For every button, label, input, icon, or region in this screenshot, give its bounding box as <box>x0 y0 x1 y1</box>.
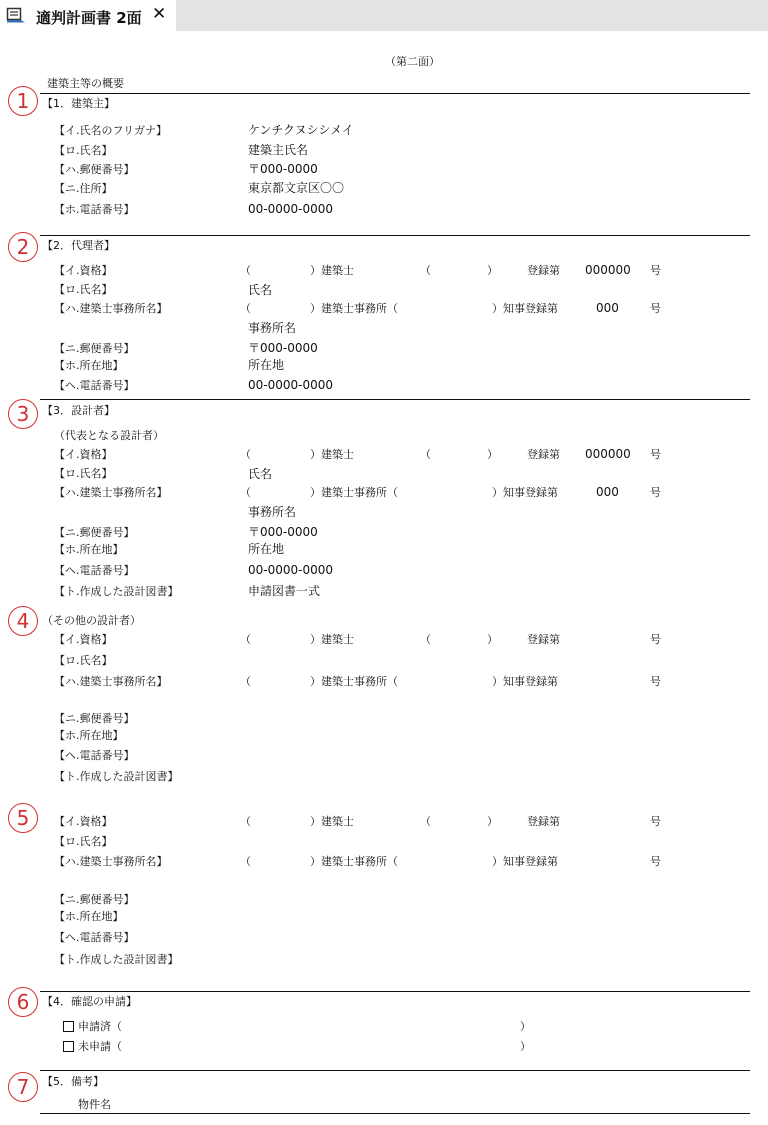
section-rule <box>40 991 750 992</box>
office-number: 000 <box>596 485 619 499</box>
field-label: 【ヘ.電話番号】 <box>54 564 135 577</box>
checkbox-not-applied[interactable] <box>63 1041 74 1052</box>
page-label: （第二面） <box>385 55 440 68</box>
marker-4: 4 <box>8 606 38 636</box>
reg-label: 登録第 <box>527 633 560 646</box>
section-title-owner: 【1．建築主】 <box>42 97 115 110</box>
field-label: 【イ.資格】 <box>54 815 113 828</box>
paren-text: ）知事登録第 <box>492 302 558 315</box>
paren-text: ）建築士 <box>310 264 354 277</box>
office-number: 000 <box>596 301 619 315</box>
field-label: 【ホ.所在地】 <box>54 543 124 556</box>
marker-2: 2 <box>8 232 38 262</box>
field-label: 【ホ.所在地】 <box>54 910 124 923</box>
field-value: 00-0000-0000 <box>248 563 334 577</box>
marker-3: 3 <box>8 399 38 429</box>
marker-5: 5 <box>8 803 38 833</box>
option-label: 申請済（ <box>78 1020 122 1033</box>
section-title-application: 【4．確認の申請】 <box>42 995 137 1008</box>
field-label: 【ニ.郵便番号】 <box>54 712 135 725</box>
section-rule <box>40 1070 750 1071</box>
field-label: 【ト.作成した設計図書】 <box>54 770 179 783</box>
paren: （ <box>240 675 251 688</box>
paren: ） <box>487 264 498 277</box>
field-value: 所在地 <box>248 542 285 556</box>
field-value: 00-0000-0000 <box>248 378 334 392</box>
close-icon[interactable]: ✕ <box>152 4 167 24</box>
field-value: 00-0000-0000 <box>248 202 334 216</box>
paren-text: ）建築士事務所（ <box>310 675 398 688</box>
paren-text: ）建築士事務所（ <box>310 486 398 499</box>
paren: （ <box>420 633 431 646</box>
marker-7: 7 <box>8 1072 38 1102</box>
field-label: 【ニ.郵便番号】 <box>54 893 135 906</box>
subtitle: （代表となる設計者） <box>54 429 164 442</box>
paren: （ <box>420 815 431 828</box>
field-label: 【イ.資格】 <box>54 264 113 277</box>
marker-1: 1 <box>8 86 38 116</box>
paren-text: ）知事登録第 <box>492 675 558 688</box>
field-value: 申請図書一式 <box>248 584 321 598</box>
paren: （ <box>240 486 251 499</box>
paren: ） <box>487 815 498 828</box>
field-label: 【ロ.氏名】 <box>54 283 113 296</box>
field-label: 【イ.資格】 <box>54 448 113 461</box>
field-label: 【ヘ.電話番号】 <box>54 931 135 944</box>
field-label: 【ニ.住所】 <box>54 182 113 195</box>
paren-text: ）建築士 <box>310 448 354 461</box>
paren: （ <box>420 448 431 461</box>
section-rule <box>40 1113 750 1114</box>
field-value: 所在地 <box>248 358 285 372</box>
go-label: 号 <box>650 855 661 868</box>
paren-text: ）建築士 <box>310 633 354 646</box>
field-value: ケンチクヌシシメイ <box>248 123 354 137</box>
paren-text: ）知事登録第 <box>492 486 558 499</box>
paren-text: ）建築士事務所（ <box>310 855 398 868</box>
field-label: 【ニ.郵便番号】 <box>54 342 135 355</box>
paren: （ <box>420 264 431 277</box>
field-label: 【イ.資格】 <box>54 633 113 646</box>
field-label: 【ハ.建築士事務所名】 <box>54 486 168 499</box>
field-label: 【ハ.建築士事務所名】 <box>54 675 168 688</box>
paren: （ <box>240 302 251 315</box>
field-label: 【ホ.所在地】 <box>54 359 124 372</box>
paren-text: ）建築士 <box>310 815 354 828</box>
reg-label: 登録第 <box>527 448 560 461</box>
paren: （ <box>240 815 251 828</box>
field-value: 〒000-0000 <box>248 341 318 355</box>
printer-doc-icon <box>6 7 26 24</box>
field-value: 氏名 <box>248 467 273 481</box>
remarks-value: 物件名 <box>78 1098 111 1111</box>
checkbox-applied[interactable] <box>63 1021 74 1032</box>
field-label: 【ロ.氏名】 <box>54 467 113 480</box>
paren: ） <box>520 1020 531 1033</box>
go-label: 号 <box>650 264 661 277</box>
go-label: 号 <box>650 486 661 499</box>
paren-text: ）建築士事務所（ <box>310 302 398 315</box>
paren-text: ）知事登録第 <box>492 855 558 868</box>
paren: （ <box>240 448 251 461</box>
section-title-agent: 【2．代理者】 <box>42 239 115 252</box>
field-value: 事務所名 <box>248 321 297 335</box>
field-label: 【ト.作成した設計図書】 <box>54 585 179 598</box>
field-value: 氏名 <box>248 283 273 297</box>
reg-number: 000000 <box>585 447 631 461</box>
paren: （ <box>240 264 251 277</box>
paren: （ <box>240 855 251 868</box>
field-label: 【ロ.氏名】 <box>54 654 113 667</box>
reg-label: 登録第 <box>527 815 560 828</box>
field-label: 【ホ.所在地】 <box>54 729 124 742</box>
go-label: 号 <box>650 633 661 646</box>
document-tab[interactable] <box>0 0 176 31</box>
go-label: 号 <box>650 815 661 828</box>
option-label: 未申請（ <box>78 1040 122 1053</box>
field-label: 【イ.氏名のフリガナ】 <box>54 124 167 137</box>
field-value: 〒000-0000 <box>248 162 318 176</box>
field-label: 【ロ.氏名】 <box>54 144 113 157</box>
paren: ） <box>487 633 498 646</box>
field-value: 事務所名 <box>248 505 297 519</box>
field-label: 【ト.作成した設計図書】 <box>54 953 179 966</box>
section-rule <box>40 235 750 236</box>
field-label: 【ハ.建築士事務所名】 <box>54 302 168 315</box>
field-label: 【ロ.氏名】 <box>54 835 113 848</box>
go-label: 号 <box>650 448 661 461</box>
section-title-remarks: 【5．備考】 <box>42 1075 104 1088</box>
overview-heading: 建築主等の概要 <box>47 77 124 90</box>
reg-label: 登録第 <box>527 264 560 277</box>
field-label: 【ハ.建築士事務所名】 <box>54 855 168 868</box>
paren: （ <box>240 633 251 646</box>
go-label: 号 <box>650 302 661 315</box>
field-value: 〒000-0000 <box>248 525 318 539</box>
tab-bar <box>0 0 768 31</box>
marker-6: 6 <box>8 987 38 1017</box>
section-rule <box>40 93 750 94</box>
field-label: 【ハ.郵便番号】 <box>54 163 135 176</box>
section-title-designer: 【3．設計者】 <box>42 404 115 417</box>
field-label: 【ホ.電話番号】 <box>54 203 135 216</box>
field-label: 【ニ.郵便番号】 <box>54 526 135 539</box>
paren: ） <box>487 448 498 461</box>
tab-title: 適判計画書 2面 <box>36 9 142 27</box>
field-value: 建築主氏名 <box>248 143 309 157</box>
go-label: 号 <box>650 675 661 688</box>
section-rule <box>40 399 750 400</box>
field-label: 【ヘ.電話番号】 <box>54 749 135 762</box>
reg-number: 000000 <box>585 263 631 277</box>
paren: ） <box>520 1040 531 1053</box>
field-value: 東京都文京区〇〇 <box>248 181 345 195</box>
subtitle: （その他の設計者） <box>42 614 141 627</box>
field-label: 【ヘ.電話番号】 <box>54 379 135 392</box>
